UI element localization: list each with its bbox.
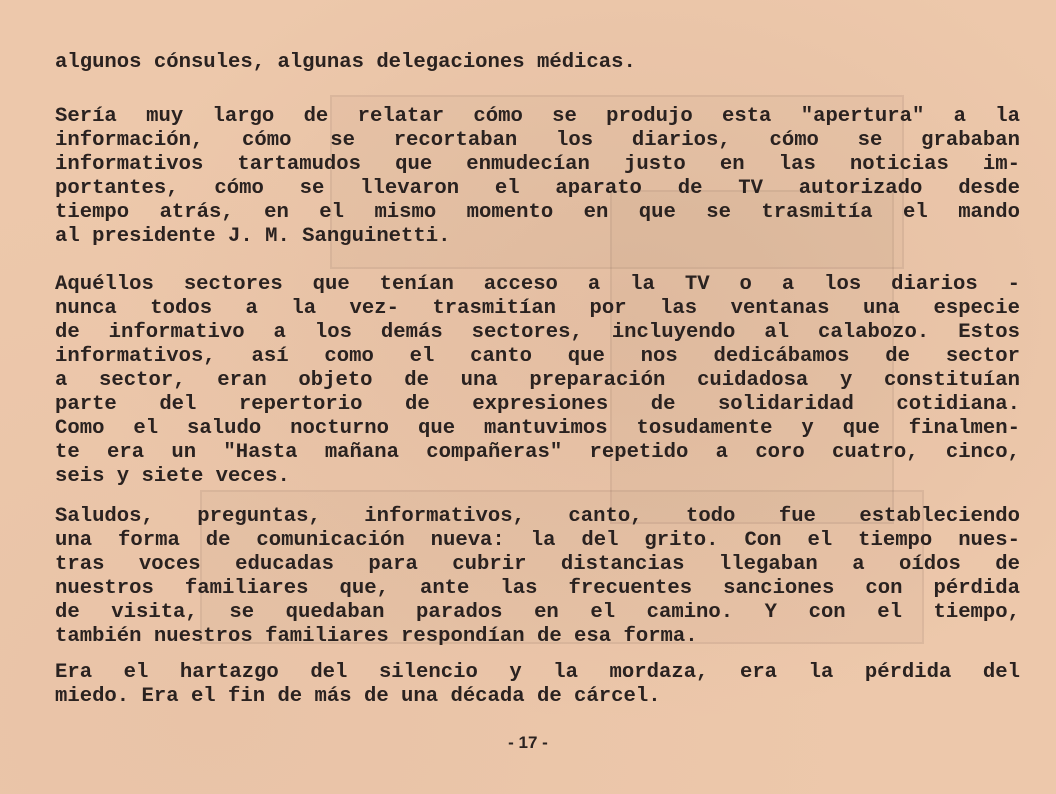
text-line: miedo. Era el fin de más de una década de cárcel. — [55, 685, 661, 708]
text-line: informativos tartamudos que enmudecían justo en las noticias im- — [55, 153, 1020, 176]
text-line: Aquéllos sectores que tenían acceso a la TV o a los diarios - — [55, 273, 1020, 296]
text-line: Sería muy largo de relatar cómo se produjo esta "apertura" a la — [55, 105, 1020, 128]
text-line: una forma de comunicación nueva: la del grito. Con el tiempo nues- — [55, 529, 1020, 552]
text-line: portantes, cómo se llevaron el aparato de TV autorizado desde — [55, 177, 1020, 200]
text-line: te era un "Hasta mañana compañeras" repetido a coro cuatro, cinco, — [55, 441, 1020, 464]
text-line: nuestros familiares que, ante las frecuentes sanciones con pérdida — [55, 577, 1020, 600]
text-line: seis y siete veces. — [55, 465, 290, 488]
text-line: a sector, eran objeto de una preparación cuidadosa y constituían — [55, 369, 1020, 392]
text-line: al presidente J. M. Sanguinetti. — [55, 225, 451, 248]
text-line: también nuestros familiares respondían de esa forma. — [55, 625, 698, 648]
text-line: nunca todos a la vez- trasmitían por las ventanas una especie — [55, 297, 1020, 320]
page-number: - 17 - — [508, 733, 548, 752]
text-line: Saludos, preguntas, informativos, canto, todo fue estableciendo — [55, 505, 1020, 528]
text-line: información, cómo se recortaban los diarios, cómo se grababan — [55, 129, 1020, 152]
text-line: parte del repertorio de expresiones de solidaridad cotidiana. — [55, 393, 1020, 416]
text-line: de informativo a los demás sectores, incluyendo al calabozo. Estos — [55, 321, 1020, 344]
text-line: tiempo atrás, en el mismo momento en que se trasmitía el mando — [55, 201, 1020, 224]
text-line: Como el saludo nocturno que mantuvimos tosudamente y que finalmen- — [55, 417, 1020, 440]
text-line: algunos cónsules, algunas delegaciones médicas. — [55, 51, 636, 74]
text-line: informativos, así como el canto que nos dedicábamos de sector — [55, 345, 1020, 368]
text-line: Era el hartazgo del silencio y la mordaza, era la pérdida del — [55, 661, 1020, 684]
text-line: tras voces educadas para cubrir distancias llegaban a oídos de — [55, 553, 1020, 576]
text-line: de visita, se quedaban parados en el camino. Y con el tiempo, — [55, 601, 1020, 624]
